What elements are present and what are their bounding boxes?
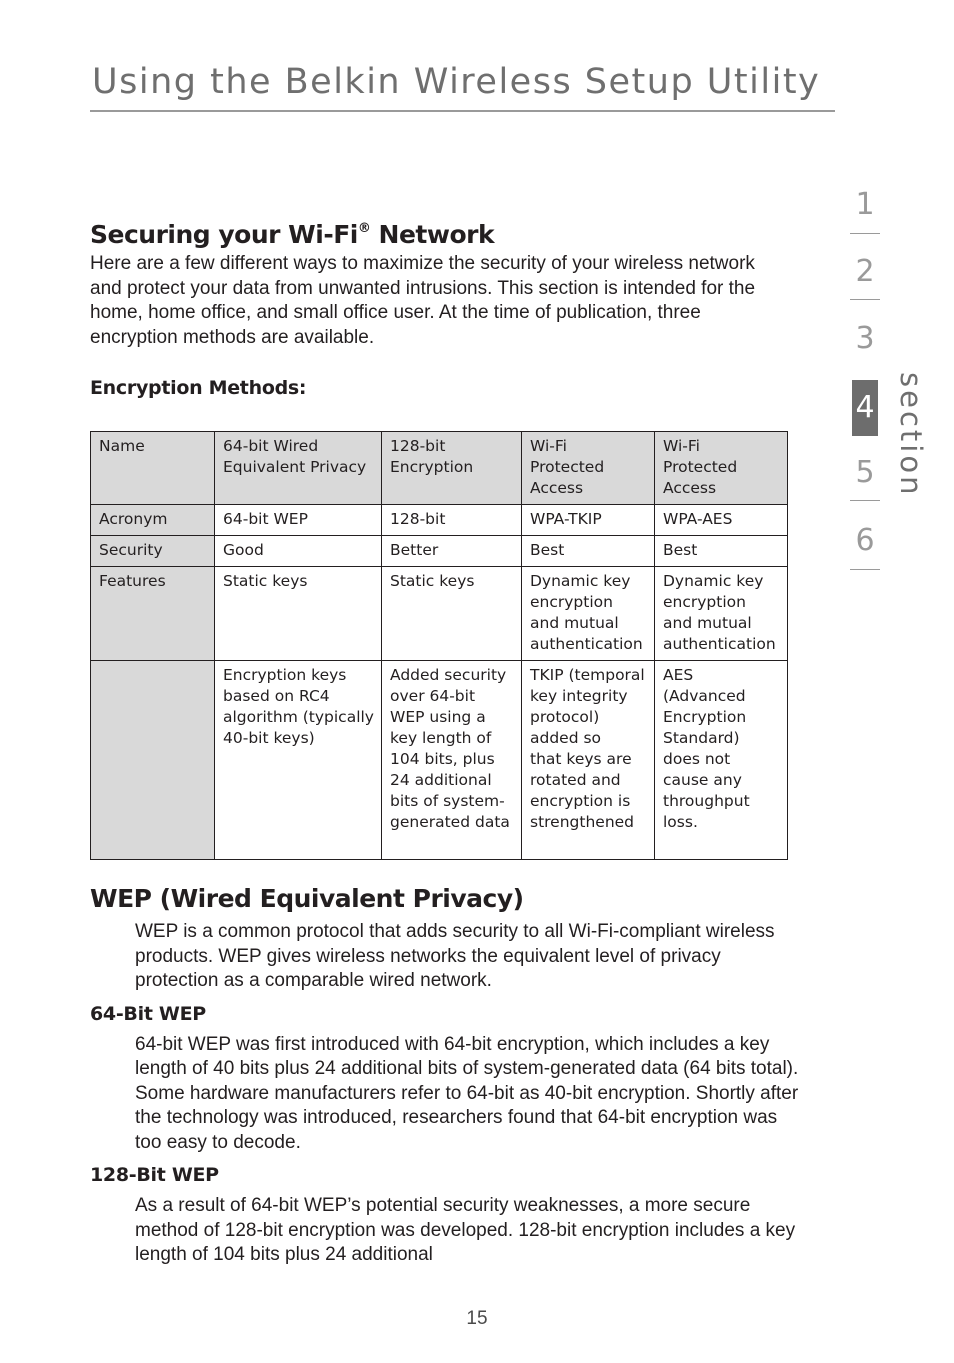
table-cell: WPA-TKIP (522, 505, 655, 536)
wep-128-body: As a result of 64-bit WEP’s potential security weaknesses, a more secure method of 128-bit encryption was developed. 128-bit encryption includes a key length of 104 bits plus 24 additional (135, 1195, 796, 1265)
table-cell: Good (215, 536, 382, 567)
table-row (91, 505, 788, 536)
page-header-title: Using the Belkin Wireless Setup Utility (92, 62, 821, 102)
section-nav-item-6[interactable]: 6 (855, 523, 875, 558)
section-nav-item-3[interactable]: 3 (855, 321, 875, 356)
table-cell: WPA-AES (655, 505, 788, 536)
section-nav-item-2[interactable]: 2 (855, 254, 875, 289)
wep-64-body: 64-bit WEP was first introduced with 64-bit encryption, which includes a key length of 40 bits plus 24 additional bits of system-generated data (64 bits total). Some hardware manufacturers refer to 64-bit as 40-bit encryption. Shortly after the technology was introduced, researchers found that 64-bit encryption was too easy to decode. (135, 1033, 799, 1153)
table-cell: Added security over 64-bit WEP using a key length of 104 bits, plus 24 additional bits of system- generated data (382, 661, 522, 860)
section-nav-divider (850, 233, 880, 234)
table-cell: Name (91, 432, 215, 505)
table-cell: Wi-Fi Protected Access (655, 432, 788, 505)
page-number: 15 (466, 1308, 488, 1329)
table-cell: Dynamic key encryption and mutual authentication (655, 567, 788, 661)
encryption-methods-table (90, 431, 788, 860)
table-cell: Acronym (91, 505, 215, 536)
wep-body: WEP is a common protocol that adds security to all Wi-Fi-compliant wireless products. WEP gives wireless networks the equivalent level of privacy protection as a comparable wired network. (135, 921, 775, 991)
table-cell: Better (382, 536, 522, 567)
table-cell: Static keys (215, 567, 382, 661)
table-cell: Static keys (382, 567, 522, 661)
table-row (91, 432, 788, 505)
table-cell: 128-bit Encryption (382, 432, 522, 505)
table-cell: 128-bit (382, 505, 522, 536)
header-divider (90, 110, 835, 112)
table-cell (91, 661, 215, 860)
table-cell: Dynamic key encryption and mutual authentication (522, 567, 655, 661)
wep-heading: WEP (Wired Equivalent Privacy) (90, 884, 524, 913)
table-row (91, 567, 788, 661)
table-cell: Encryption keys based on RC4 algorithm (typically 40-bit keys) (215, 661, 382, 860)
table-cell: TKIP (temporal key integrity protocol) added so that keys are rotated and encryption is strengthened (522, 661, 655, 860)
table-cell: 64-bit Wired Equivalent Privacy (215, 432, 382, 505)
section-nav-divider (850, 569, 880, 570)
table-cell: Best (522, 536, 655, 567)
securing-intro: Here are a few different ways to maximize the security of your wireless network and protect your data from unwanted intrusions. This section is intended for the home, home office, and small office user. At the time of publication, three encryption methods are available. (90, 253, 756, 348)
main-content (90, 212, 800, 1268)
table-cell: Security (91, 536, 215, 567)
table-cell: Best (655, 536, 788, 567)
table-cell: Wi-Fi Protected Access (522, 432, 655, 505)
table-row (91, 661, 788, 860)
table-row (91, 536, 788, 567)
table-cell: Features (91, 567, 215, 661)
table-cell: AES (Advanced Encryption Standard) does not cause any throughput loss. (655, 661, 788, 860)
section-nav-item-4-active[interactable]: 4 (852, 380, 878, 436)
section-nav-item-5[interactable]: 5 (855, 455, 875, 490)
table-cell: 64-bit WEP (215, 505, 382, 536)
section-nav-divider (850, 500, 880, 501)
section-nav-divider (850, 299, 880, 300)
wep-128-heading: 128-Bit WEP (90, 1164, 219, 1186)
section-label: section (894, 372, 928, 498)
section-nav-item-1[interactable]: 1 (855, 187, 875, 222)
encryption-methods-heading: Encryption Methods: (90, 377, 307, 399)
wep-64-heading: 64-Bit WEP (90, 1002, 206, 1025)
securing-heading: Securing your Wi-Fi® Network (90, 220, 495, 249)
